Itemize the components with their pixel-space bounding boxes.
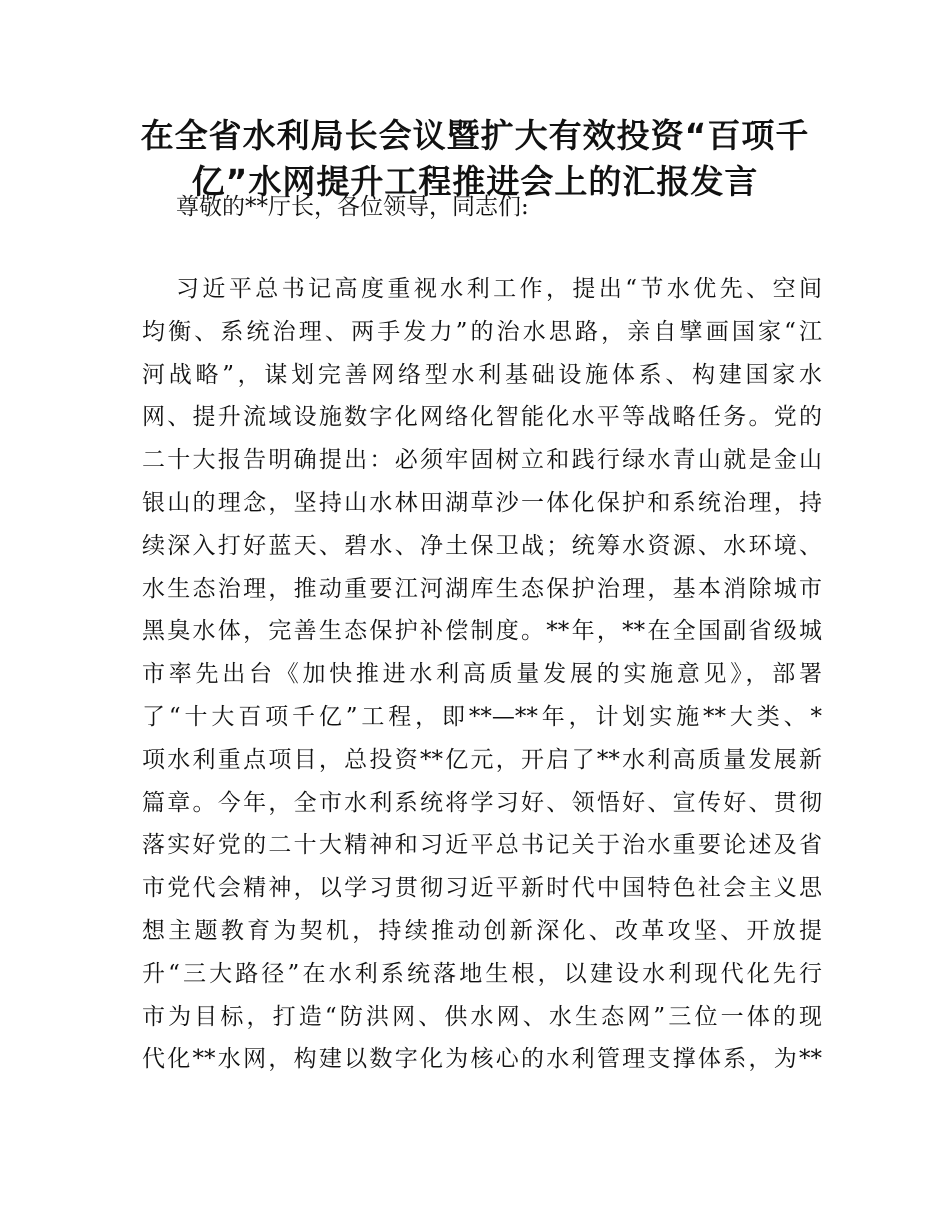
document-title-line-2: 亿”水网提升工程推进会上的汇报发言 [191, 162, 759, 201]
body-line: 续深入打好蓝天、碧水、净土保卫战；统筹水资源、水环境、 [142, 532, 822, 559]
body-line: 二十大报告明确提出：必须牢固树立和践行绿水青山就是金山 [142, 447, 822, 474]
salutation: 尊敬的**厅长，各位领导，同志们: [176, 194, 529, 220]
body-line: 了“十大百项千亿”工程，即**—**年，计划实施**大类、* [142, 703, 822, 730]
body-line: 篇章。今年，全市水利系统将学习好、领悟好、宣传好、贯彻 [142, 789, 822, 816]
body-line: 市党代会精神，以学习贯彻习近平新时代中国特色社会主义思 [142, 875, 822, 902]
body-line: 均衡、系统治理、两手发力”的治水思路，亲自擘画国家“江 [142, 318, 822, 345]
body-line: 银山的理念，坚持山水林田湖草沙一体化保护和系统治理，持 [142, 489, 822, 516]
body-line: 落实好党的二十大精神和习近平总书记关于治水重要论述及省 [142, 832, 822, 859]
body-line: 想主题教育为契机，持续推动创新深化、改革攻坚、开放提 [142, 917, 822, 944]
body-line: 代化**水网，构建以数字化为核心的水利管理支撑体系，为** [142, 1046, 822, 1073]
body-line: 黑臭水体，完善生态保护补偿制度。**年，**在全国副省级城 [142, 618, 822, 645]
body-paragraph [142, 268, 822, 1081]
body-line: 习近平总书记高度重视水利工作，提出“节水优先、空间 [176, 276, 822, 302]
body-line: 网、提升流域设施数字化网络化智能化水平等战略任务。党的 [142, 404, 822, 431]
body-line: 河战略”，谋划完善网络型水利基础设施体系、构建国家水 [142, 361, 822, 388]
document-title-line-1: 在全省水利局长会议暨扩大有效投资“百项千 [140, 116, 810, 155]
body-line: 水生态治理，推动重要江河湖库生态保护治理，基本消除城市 [142, 575, 822, 602]
body-line: 市为目标，打造“防洪网、供水网、水生态网”三位一体的现 [142, 1003, 822, 1030]
body-line: 市率先出台《加快推进水利高质量发展的实施意见》，部署 [142, 661, 822, 688]
body-line: 项水利重点项目，总投资**亿元，开启了**水利高质量发展新 [142, 746, 822, 773]
body-line: 升“三大路径”在水利系统落地生根，以建设水利现代化先行 [142, 960, 822, 987]
